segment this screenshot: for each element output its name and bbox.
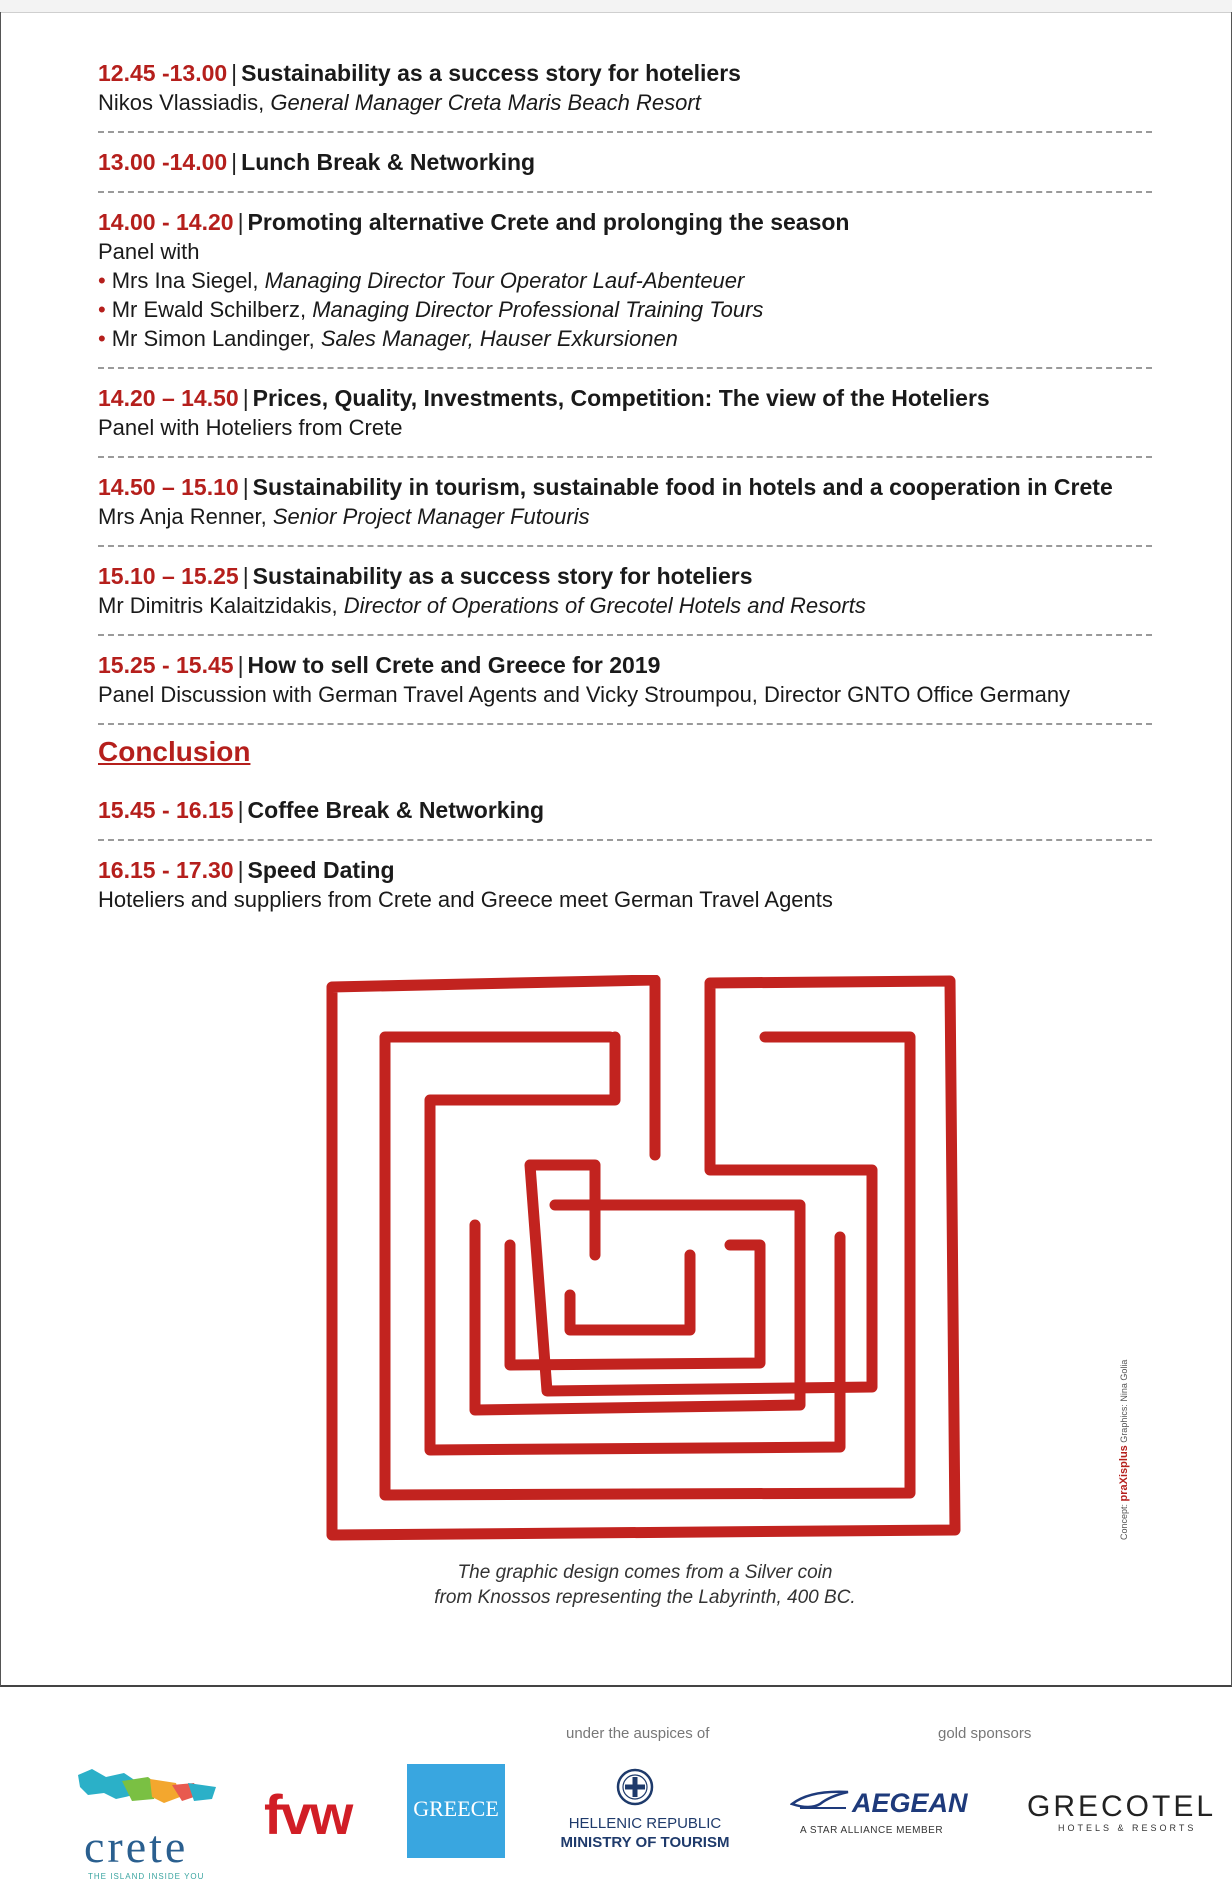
- separator: |: [242, 385, 249, 411]
- session-1545: [98, 791, 1152, 841]
- ministry-line1: HELLENIC REPUBLIC: [568, 1815, 722, 1832]
- speaker-name: Mrs Anja Renner,: [98, 504, 267, 529]
- bullet-dot-icon: •: [98, 268, 106, 293]
- grecotel-tagline: HOTELS & RESORTS: [1058, 1823, 1197, 1833]
- session-time: 14.20 – 14.50: [98, 385, 239, 411]
- crete-map-icon: [76, 1765, 218, 1815]
- session-1510: [98, 557, 1152, 636]
- session-time: 15.45 - 16.15: [98, 797, 234, 823]
- session-1400: [98, 203, 1152, 369]
- panelist-role: Managing Director Tour Operator Lauf-Abenteuer: [264, 268, 745, 293]
- panelist-role: Sales Manager, Hauser Exkursionen: [320, 326, 678, 351]
- session-1450: [98, 468, 1152, 547]
- separator: |: [237, 652, 244, 678]
- session-time: 14.00 - 14.20: [98, 209, 234, 235]
- greek-emblem-icon: [615, 1767, 655, 1807]
- session-title: How to sell Crete and Greece for 2019: [247, 652, 661, 678]
- panelist-name: Mrs Ina Siegel,: [111, 268, 259, 293]
- session-title: Coffee Break & Networking: [247, 797, 545, 823]
- session-time: 15.10 – 15.25: [98, 563, 239, 589]
- session-1525: [98, 646, 1152, 725]
- session-title: Sustainability as a success story for hoteliers: [252, 563, 753, 589]
- speaker-role: Senior Project Manager Futouris: [272, 504, 590, 529]
- panelist-name: Mr Ewald Schilberz,: [111, 297, 307, 322]
- auspices-label: under the auspices of: [566, 1725, 710, 1742]
- session-title: Promoting alternative Crete and prolonging the season: [247, 209, 850, 235]
- session-title: Speed Dating: [247, 857, 395, 883]
- grecotel-logo: GRECOTEL: [1027, 1790, 1217, 1823]
- design-credit: Concept: praXisplus Graphics: Nina Golia: [1118, 1359, 1130, 1540]
- session-time: 14.50 – 15.10: [98, 474, 239, 500]
- conclusion-heading: Conclusion: [98, 736, 251, 767]
- panelist-item: [98, 324, 1152, 353]
- bullet-dot-icon: •: [98, 326, 106, 351]
- session-note: Panel Discussion with German Travel Agents and Vicky Stroumpou, Director GNTO Office Germany: [98, 682, 1071, 707]
- session-time: 12.45 -13.00: [98, 60, 228, 86]
- fvw-logo: fvw: [264, 1783, 352, 1846]
- session-title: Sustainability as a success story for hoteliers: [241, 60, 741, 86]
- panelist-role: Managing Director Professional Training Tours: [312, 297, 764, 322]
- session-1615: [98, 851, 1152, 928]
- separator: |: [237, 797, 244, 823]
- separator: |: [237, 209, 244, 235]
- panelist-item: [98, 295, 1152, 324]
- session-1300: [98, 143, 1152, 193]
- session-1420: [98, 379, 1152, 458]
- praxisplus-logo: praXisplus: [1118, 1445, 1130, 1502]
- speaker-role: General Manager Creta Maris Beach Resort: [270, 90, 701, 115]
- separator: |: [237, 857, 244, 883]
- labyrinth-caption: The graphic design comes from a Silver coin from Knossos representing the Labyrinth, 400 BC.: [434, 1562, 856, 1608]
- session-note: Panel with Hoteliers from Crete: [98, 415, 403, 440]
- program-list: [98, 54, 1152, 938]
- bullet-dot-icon: •: [98, 297, 106, 322]
- separator: |: [231, 60, 238, 86]
- panelist-name: Mr Simon Landinger,: [111, 326, 315, 351]
- aegean-tagline: A STAR ALLIANCE MEMBER: [800, 1825, 944, 1836]
- separator: |: [231, 149, 238, 175]
- speaker-name: Mr Dimitris Kalaitzidakis,: [98, 593, 338, 618]
- speaker-role: Director of Operations of Grecotel Hotels and Resorts: [343, 593, 866, 618]
- session-time: 15.25 - 15.45: [98, 652, 234, 678]
- separator: |: [242, 563, 249, 589]
- labyrinth-graphic: [320, 975, 970, 1550]
- crete-tagline: THE ISLAND INSIDE YOU: [88, 1872, 205, 1881]
- speaker-name: Nikos Vlassiadis,: [98, 90, 265, 115]
- ministry-line2: MINISTRY OF TOURISM: [560, 1834, 730, 1851]
- session-title: Prices, Quality, Investments, Competition: The view of the Hoteliers: [252, 385, 990, 411]
- session-time: 13.00 -14.00: [98, 149, 228, 175]
- panelist-item: [98, 266, 1152, 295]
- session-time: 16.15 - 17.30: [98, 857, 234, 883]
- separator: |: [242, 474, 249, 500]
- session-title: Lunch Break & Networking: [241, 149, 536, 175]
- session-note: Hoteliers and suppliers from Crete and Greece meet German Travel Agents: [98, 887, 833, 912]
- gold-sponsors-label: gold sponsors: [938, 1725, 1032, 1742]
- session-1245: [98, 54, 1152, 133]
- session-title: Sustainability in tourism, sustainable food in hotels and a cooperation in Crete: [252, 474, 1113, 500]
- aegean-bird-icon: [790, 1786, 852, 1816]
- aegean-logo: AEGEAN: [852, 1788, 968, 1818]
- session-note: Panel with: [98, 239, 200, 264]
- greece-logo: GREECE: [407, 1764, 505, 1858]
- crete-logo-text: crete: [84, 1821, 189, 1872]
